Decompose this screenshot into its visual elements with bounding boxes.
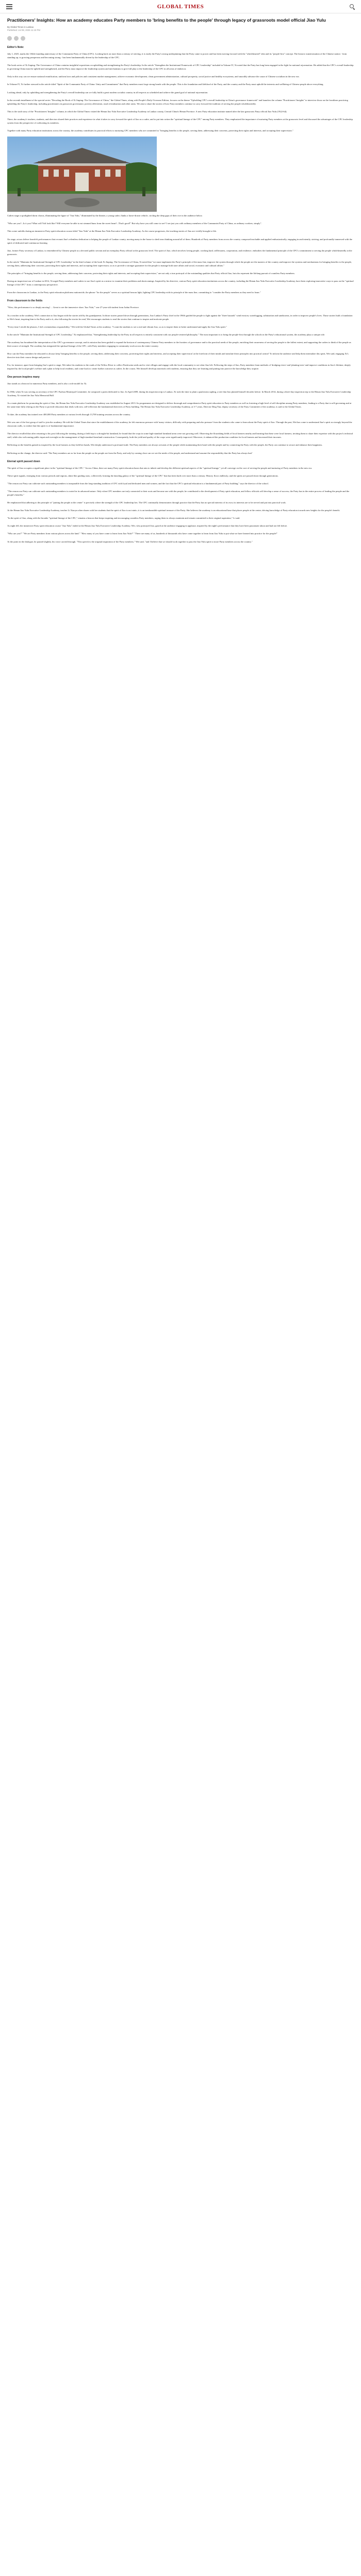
body-paragraph: Reflecting on the change, the director said: 'The Party members are as far from the people as the people are from the Party, and only by coming close can we see the needs of the people, and understand and assume the responsibility that the Party has always had.'	[7, 451, 253, 454]
body-paragraph: Wei was one of the first group of staff to join the academy. He told the Global Times that since the establishment of the academy, he felt enormous pressure with 'many visitors, difficulty with preparing and also pressure' from the students who came to learn about the Party spirit of Jiao. Through the past, Wei has come to understand Jiao's spirit as strongly beyond the classroom walls, to realize that this spirit is of fundamental importance.	[7, 421, 352, 428]
search-icon[interactable]	[350, 4, 355, 9]
share-link-icon[interactable]	[21, 36, 25, 41]
article-body	[7, 46, 354, 544]
body-paragraph: Reflecting on the benefits gained as inspired by the local farmers as they held her hands, Wei deeply understood a profound truth: The Party members are always servants of the people while maintaining their bond with the people and by connecting the Party with the people, the Party can continue to secure and enhance their happiness.	[7, 444, 323, 447]
intro-paragraph: Together with many Party education institutions across the country, the academy contributes its practical efforts to nurturing CPC members who are committed to "bringing benefits to the people, serving them, addressing their concerns, protecting their rights and interests, and accepting their supervision."	[7, 129, 293, 132]
closing-paragraph: "Who are you?" "We are Party members from various places across the land." "How many of you have come to learn from Jiao Yulu?" "There are many of us, hundreds of thousands who have come together to learn from Jiao Yulu to put what we have learned into practice for the people!"	[7, 532, 278, 535]
body-paragraph: "In the spirit of Jiao, along with the broader "spiritual lineage of the CPC," remains a beacon that keeps inspiring and encouraging countless Party members, urging them to always maintain and remain committed to their original aspiration," Li said.	[7, 517, 240, 520]
intro-paragraph: In the seventh installment of the special series "Decoding the Book of Xi Jinping: The Governance of China," the Global Times, along with People's Daily Overseas Edition, focuses on the theme "Upholding CPC's overall leadership in China's governance framework" and launches the column "Practitioners' Insights" to interview those on the frontlines practicing upholding the Party's leadership, including practitioners in grassroots governance, poverty alleviation, rural revitalization and other areas. We aim to share the stories of how Party members continue to carry forward the tradition of serving the people wholeheartedly.	[7, 98, 348, 105]
body-paragraph: From the classrooms in Lankao, to the Party spirit education platforms nationwide, the phrase "for the people" serves as a spiritual beacon light, lighting CPC leadership with its principle of the mass line, committing to "consider the Party members as they need to learn."	[7, 291, 261, 294]
body-paragraph: Jiao, former Party secretary of Lankao, is remembered by Chinese people as a devoted public servant and an exemplary Party official at the grassroots level. The spirit of Jiao, which involves loving people, working hard, selflessness, cooperation, and resilience, embodies the fundamental principle of the CPC's commitment to serving the people wholeheartedly at the grassroots.	[7, 249, 352, 256]
body-paragraph: "Every time I retold the phrases, I feel a tremendous responsibility," Wei told the Global Times at the academy. "I want the students to see a real and vibrant Jiao, so as to inspire them to better understand and apply the Jiao Yulu spirit."	[7, 325, 227, 328]
closing-paragraph: At the point in the dialogue, he paused slightly, his voice carried through. "This speech is the original inspiration of the Party members," Wei said, "and I believe that we should work together to pass the Jiao Yulu spirit to more Party members across the country."	[7, 540, 253, 543]
intro-paragraph: Looking ahead, only by upholding and strengthening the Party's overall leadership can we fully build a great modern socialist country in all respects as scheduled and achieve the grand goal of national rejuvenation.	[7, 91, 208, 94]
body-paragraph: He emphasized that adhering to the principle of "putting the people at the center" is precisely where the strength of the CPC leadership lies. The CPC continually demonstrates through practice that the Party has no special interests of its own; its interests are to be served and put into practical work.	[7, 501, 286, 504]
share-twitter-icon[interactable]	[14, 36, 19, 41]
intro-paragraph: Only in this way can we ensure national reunification, uniform laws and policies and consistent market management, achieve economic development, clean government administration, cultural prosperity, social justice and healthy ecosystems, and smoothly advance the cause of Chinese socialism in the new era.	[7, 75, 300, 78]
section-heading-classroom: From classroom to the fields	[7, 299, 43, 303]
intro-paragraph: This is the sixth story of the "Practitioners' Insights" column, in which the Global Times visited the Henan Jiao Yulu Executive Leadership Academy in Lankao county, Central China's Henan Province. A new Party education institute named after the late grassroots Party official Jiao Yulu (1922-64).	[7, 110, 287, 113]
body-paragraph: In 1966, when Xi was serving as secretary of the CPC Fuzhou Municipal Committee, he composed a poem dedicated to Jiao. In April 2009, during his inspection trip to Lankao, Xi took the time to plant a paulownia sapling, a tree that Jiao planted himself decades before. In March 2014, during a three-day inspection trip to the Henan Jiao Yulu Executive Leadership Academy, Xi visited the Jiao Yulu Memorial Hall.	[7, 390, 351, 397]
body-paragraph: In the article "Maintain the Institutional Strength of CPC Leadership" in the third volume of the book Xi Jinping: The Governance of China, Xi noted that "we must implement the Party's principle of the mass line, improve the system through which the people are the masters of the country and improve the systems and mechanisms for bringing benefits to the people, serving them, addressing their concerns, protecting their rights and interests, and accepting their supervision, so as to provide a stronger guarantee for the people to manage both state affairs and social, economic and cultural affairs."	[7, 260, 352, 267]
body-paragraph: This scene unfolds during an immersive Party spirit education course titled "Jiao Yulu" at the Henan Jiao Yulu Executive Leadership Academy. As the course progresses, the touching stories of Jiao are vividly brought to life.	[7, 230, 217, 233]
photo-illustration	[7, 137, 157, 212]
article-container	[0, 13, 361, 544]
body-paragraph: "Who are you?...Is it you? What will Yoli look like? Will everyone be able to eat steamed buns from the sweet bean?...That's good!" But why have you still come to see? I see just you with ordinary members of the Communist Party of China, as ordinary workers, simply".	[7, 222, 262, 225]
body-paragraph: On stage, actors deliver heartfelt performances that recount Jiao's relentless dedication to helping the people of Lankao county, moving many in the house to shed tears thinking around all of them. Hundreds of Party members from across the country composed teachable and applied enthusiastically, engaging in and intently, striving, and profoundly immersed with the spirit of dedicated and continuous learning.	[7, 238, 353, 244]
body-paragraph: As a main platform for promoting the spirit of Jiao, the Henan Jiao Yulu Executive Leadership Academy was established in August 2013. Its programmes are designed to deliver thorough and comprehensive Party spirit education to Party members as well as fostering a high level of self-discipline among Party members, leading to a Party that is self-governing and at the same time fully relying on the Party to provide education that deals with new, self-reflection the fundamental directives of Party building. The Henan Jiao Yulu Executive Leadership Academy, at 3-7 years, Director Ding Yun, deputy secretary of the Party Committee of the academy, is said to the Global Times.	[7, 401, 352, 408]
body-paragraph: During an inspection tour of Lankao in 2014, Xi urged Party members and cadres to use Jiao's spirit as a mirror to examine their problems and shortcomings. Inspired by his directive, various Party spirit education institutions across the country, including the Henan Jiao Yulu Executive Leadership Academy, have been exploring innovative ways to pass on the "spiritual lineage of the CPC" from a contemporary perspective.	[7, 280, 354, 286]
body-paragraph: The director recalled that after returning to his post following the training, during a field trip to a drought-hit farmland, he found that the crops in some high-standard farmland areas were not growing well. Observing the flourishing fields of local farmers nearby and learning that these were local farmers, inviting them to share their expertise with the project's technical staff, while also welcoming public input and oversight on the management of high-standard farmland construction. Consequently, both the yield and quality of the crops were significantly improved. Moreover, it enhanced the production condition for local farmers and increased their incomes.	[7, 432, 353, 439]
section-heading-spirit: Eternal spirit passed down	[7, 460, 40, 463]
editor-note-label: Editor's Note:	[7, 46, 24, 49]
body-paragraph: The principles of "bringing benefits to the people, serving them, addressing their concerns, protecting their rights and interests, and accepting their supervision," are not only a true portrayal of the outstanding qualities that Party official Jiao, but also represent the lifelong pursuit of countless Party members.	[7, 272, 295, 275]
body-paragraph: As a teacher at the academy, Wei's connection to Jiao began with the stories told by his grandparents. In those stories passed down through generations, Jiao Lankao's Party chief in the 1960s guided the people to fight against the "three hazards" wind erosion, waterlogging, salinization and sandstorms, in order to improve people's lives. Those stories built a foundation in Wei's heart, inspiring him to the Party and to it, also following the stories he read, Wei encourages students to read the stories that continue to inspire and motivate people.	[7, 314, 353, 320]
article-title: Practitioners' Insights: How an academy educates Party members to 'bring benefits to the people' through legacy of grassroots model official Jiao Yulu	[7, 18, 326, 23]
body-paragraph: In the article "Maintain the Institutional Strength of CPC Leadership," Xi emphasized that, "Strengthening leadership by the Party in all respects is entirely consistent with our people-centered philosophy." The most important is to bring the people-first through the schools in the Party's educational system, the academy plays a unique role.	[7, 333, 325, 336]
article-photo	[7, 137, 157, 212]
share-bar	[7, 36, 354, 41]
body-paragraph: These spirit signals, emerging from various periods and regions, shine like guiding stars, collectively forming the dazzling galaxy of the "spiritual lineage of the CPC" that has been built over more than a century. History flows endlessly, and the spirits are passed down through generations.	[7, 474, 278, 477]
intro-paragraph: There, the academy's teachers, students, and directors shared their practices and experience in what it takes to carry forward the spirit of Jiao as a cadre, and to put into action the "spiritual lineage of the CPC" among Party members. They emphasized the importance of nurturing Party members at the grassroots level and discussed the advantages of the CPC leadership system from the perspective of cultivating its members.	[7, 117, 353, 125]
section-heading-inspire: One person inspires many	[7, 376, 40, 379]
site-header	[0, 0, 361, 13]
menu-icon[interactable]	[6, 4, 12, 9]
photo-caption: Cadres stage a spotlighted dorm chorus, illuminating the figure of "Jiao Yulu," illuminated by the theater, a young cadre, flanks a horse-drawn vehicle, circling the deep gaps of their rice in the audience below.	[7, 214, 203, 217]
byline	[7, 26, 354, 32]
header-right	[293, 4, 355, 9]
body-paragraph: At the Henan Jiao Yulu Executive Leadership Academy, teacher Li Xiaoyu often shares with her students that the spirit of Jiao is not static; it is an inexhaustible spiritual treasure of the Party. She believes the academy is an educational base that places people at the center, driving knowledge of Party education towards new heights for the people's benefit.	[7, 509, 340, 512]
intro-paragraph: July 1, 2025, marks the 104th founding anniversary of the Communist Party of China (CPC). Looking back on more than a century of striving, it is easily the Party's strong underpinning that the Party came to power and has been moving forward with the "wholehearted" idea and its "people-first" concept. The historic transformation of the Chinese nation - from standing up, to growing prosperous and becoming strong - has been fundamentally driven by the leadership of the CPC.	[7, 53, 347, 59]
author: By Global Times in Lankao	[7, 26, 34, 28]
body-paragraph: "Wow, this performance is so deeply moving! ... Great to see the immersive show 'Jiao Yulu,'" one 27-year-old student from Anhui Province.	[7, 306, 139, 309]
body-paragraph: "The reason our Party can cultivate such outstanding members is inseparable from the long-standing tradition of CPC with loyal and dedicated men and women, and the fact that the CPC's spiritual education is a fundamental part of Party building," says the director of the school.	[7, 482, 269, 485]
body-paragraph: The academy has broadened the interpretation of the CPC's governance concept, and its mission has been guided to expand the horizon of contemporary Chinese Party members to the frontiers of governance and to the practical needs of the people, enriching their awareness of serving the people to the fullest extent, and supporting the cadres to think of the people as their source of strength. The academy has integrated the spiritual lineage of the CPC, with Party members engaging in community work across the entire country.	[7, 341, 351, 347]
body-paragraph: For, for instance, apart from bringing Jiao's spirit to stage, Wei takes his students to the roads of the Yellow River to collect Paulownia seeds and to visit villages and engage with the local community to see what Jiao left. Following the steps of Jiao, Party members learn methods of 'dredging rivers' and 'planting trees' and improve conditions in Jiao's lifetime, deeply inspired by the local people's welfare and a plan to help local residents, and come back to create further outcome as cadres. In the course, Wei himself develops materials with students, ensuring that they are learning and putting into practice the knowledge they acquire.	[7, 364, 351, 370]
publish-time: Published: Jul 08, 2025 11:43 PM	[7, 29, 40, 31]
body-paragraph: How can the Party members be educated to always keep 'bringing benefits to the people, serving them, addressing their concerns, protecting their rights and interests, and accepting their supervision' at the forefront of their minds and translate these principles into practical action? To inform the audience and help them internalize this spirit, Wei said, engaging Xi's directive into their course design and practice.	[7, 352, 349, 359]
intro-paragraph: The book series of Xi Jinping: The Governance of China contains insightful expositions on upholding and strengthening the Party's leadership. In the article "Strengthen the Institutional Framework of CPC Leadership" included in Volume IV, Xi noted that the Party has long been engaged in the fight for national rejuvenation. He added that the CPC's overall leadership in governing China must be upheld and strengthened, and the Party must improve the leadership system and mechanisms to give full play to the leadership of the CPC in all areas of endeavor.	[7, 64, 354, 71]
intro-paragraph: In Volume IV, Xi further stressed in the article titled "Spirit of the Communist Party of China: Unity and Commitment" that Party members must forge strong bonds with the people. This is the foundation and lifeblood of the Party, and the country and the Party must uphold the interests and wellbeing of Chinese people above everything.	[7, 83, 324, 86]
site-logo[interactable]: GLOBAL TIMES	[157, 3, 204, 10]
body-paragraph: The spirit of Jiao occupies a significant place in the "spiritual lineage of the CPC." Across China, there are many Party spirit education bases that aim to inherit and develop the different spiritual aspects of the "spiritual lineage," yet all converge on the core of serving the people and nurturing of Party members in the new era.	[7, 466, 313, 469]
closing-paragraph: As night fell, the immersive Party spirit education course "Jiao Yulu" ended at the Henan Jiao Yulu Executive Leadership Academy. Wei, who portrayed Jiao, gazed at the audience engaging in applause, inspired by the night's performance that they have been passionate about and had not felt before.	[7, 524, 288, 528]
body-paragraph: Jiao stands as a beacon for numerous Party members, and is also a role model for Xi.	[7, 382, 87, 385]
body-paragraph: "The reason our Party can cultivate such outstanding members is rooted in its advanced nature. Only when CPC members are truly connected to their roots and become one with the people, he contributed to the development of Party spirit education, and fellow officials will develop a sense of success, the Party has in the entire process of leading the people and the people's benefits."	[7, 489, 350, 496]
body-paragraph: To date, the academy has trained over 400,000 Party members at various levels through 13,700 training sessions across the country.	[7, 413, 131, 416]
share-facebook-icon[interactable]	[7, 36, 12, 41]
header-left	[6, 4, 68, 9]
